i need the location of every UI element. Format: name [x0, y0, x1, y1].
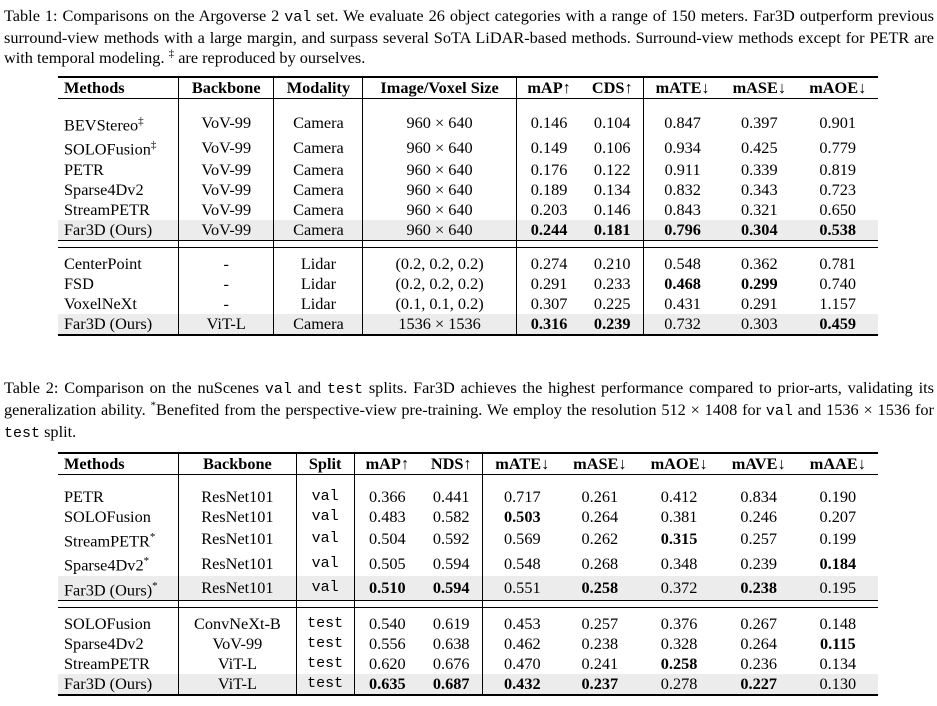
map-cell: 0.620 [369, 654, 406, 674]
table1-caption-label: Table 1: [4, 6, 58, 25]
table1-header-maoe: mAOE↓ [797, 77, 878, 99]
table-row [58, 614, 878, 634]
method-name: Far3D (Ours) [58, 220, 179, 241]
map-cell: 0.146 [530, 113, 568, 133]
method-name: StreamPETR [64, 531, 150, 551]
backbone-cell: ResNet101 [179, 507, 297, 527]
mate-cell: 0.431 [664, 293, 701, 313]
backbone-cell: ViT-L [179, 674, 297, 695]
mave-cell: 0.236 [740, 654, 778, 674]
method-name: StreamPETR [58, 200, 179, 220]
table2-header-nds: NDS↑ [420, 453, 483, 475]
method-name: PETR [58, 160, 179, 180]
table2-header-mase: mASE↓ [561, 453, 638, 475]
cds-cell: 0.239 [581, 314, 643, 335]
map-cell: 0.505 [369, 553, 406, 573]
maoe-cell: 0.278 [638, 674, 719, 695]
size-cell: 960 × 640 [363, 180, 516, 200]
map-cell: 0.203 [530, 199, 568, 219]
nds-cell: 0.619 [420, 614, 483, 634]
table2-header-split: Split [296, 453, 354, 475]
split-cell: val [296, 576, 354, 601]
split-cell: test [296, 634, 354, 654]
method-mark: ‡ [150, 139, 157, 152]
table-row [58, 254, 878, 274]
backbone-cell: VoV-99 [179, 111, 274, 135]
table1-header-methods: Methods [58, 77, 179, 99]
maae-cell: 0.195 [798, 576, 878, 601]
maoe-cell: 0.779 [819, 137, 857, 157]
table-row [58, 527, 878, 551]
mate-cell: 0.796 [644, 220, 722, 241]
mase-cell: 0.261 [581, 487, 619, 506]
mate-cell: 0.548 [503, 553, 541, 573]
modality-cell: Camera [274, 220, 363, 241]
maoe-cell: 0.459 [797, 314, 878, 335]
table2-caption-and: and [297, 378, 322, 397]
modality-cell: Camera [274, 135, 363, 159]
map-cell: 0.307 [530, 293, 568, 313]
mave-cell: 0.246 [740, 507, 778, 526]
table2-caption [4, 378, 934, 444]
method-name: Sparse4Dv2 [58, 634, 179, 654]
table2-header-row [58, 453, 878, 475]
method-name: Far3D (Ours) [58, 314, 179, 335]
table1 [58, 76, 878, 336]
maoe-cell: 0.538 [797, 220, 878, 241]
table-row [58, 111, 878, 135]
mase-cell: 0.264 [581, 507, 619, 526]
map-cell: 0.149 [530, 137, 568, 157]
map-cell: 0.244 [516, 220, 581, 241]
nds-cell: 0.676 [420, 654, 483, 674]
split-cell: test [296, 614, 354, 634]
cds-cell: 0.225 [581, 294, 643, 314]
maae-cell: 0.207 [819, 507, 857, 526]
mase-cell: 0.339 [740, 159, 778, 179]
maoe-cell: 0.650 [819, 199, 857, 219]
map-cell: 0.483 [369, 507, 406, 526]
maoe-cell: 0.372 [638, 576, 719, 601]
maoe-cell: 0.381 [660, 507, 698, 526]
size-cell: (0.2, 0.2, 0.2) [363, 274, 516, 294]
cds-cell: 0.122 [581, 160, 643, 180]
split-cell: val [296, 507, 354, 527]
method-name: Sparse4Dv2 [58, 180, 179, 200]
mase-cell: 0.397 [740, 113, 778, 133]
maoe-cell: 0.819 [819, 159, 857, 179]
cds-cell: 0.106 [581, 135, 643, 159]
mate-cell: 0.569 [503, 529, 541, 549]
mate-cell: 0.551 [483, 576, 561, 601]
size-cell: 960 × 640 [363, 200, 516, 220]
mave-cell: 0.267 [740, 614, 778, 634]
cds-cell: 0.134 [581, 180, 643, 200]
maoe-cell: 0.315 [660, 529, 698, 549]
size-cell: 1536 × 1536 [363, 314, 516, 335]
maoe-cell: 0.348 [660, 553, 698, 573]
maoe-cell: 0.723 [819, 179, 857, 199]
maoe-cell: 0.328 [660, 634, 698, 654]
backbone-cell: ResNet101 [179, 487, 297, 507]
table2-caption-label: Table 2: [4, 378, 59, 397]
method-name: CenterPoint [58, 254, 179, 274]
mase-cell: 0.362 [740, 253, 778, 273]
backbone-cell: ResNet101 [179, 527, 297, 551]
table2 [58, 452, 878, 696]
method-mark: * [152, 579, 158, 592]
cds-cell: 0.181 [581, 220, 643, 241]
mate-cell: 0.468 [664, 273, 701, 293]
backbone-cell: - [179, 254, 274, 274]
split-cell: val [296, 527, 354, 551]
table2-header-maae: mAAE↓ [798, 453, 878, 475]
nds-cell: 0.441 [420, 487, 483, 507]
maoe-cell: 0.740 [819, 273, 857, 293]
table2-caption-code: test [327, 381, 364, 398]
map-cell: 0.291 [530, 273, 568, 293]
maae-cell: 0.130 [798, 674, 878, 695]
table2-header-mate: mATE↓ [483, 453, 561, 475]
backbone-cell: VoV-99 [179, 220, 274, 241]
table-row [58, 180, 878, 200]
table1-header-size: Image/Voxel Size [363, 77, 516, 99]
size-cell: 960 × 640 [363, 135, 516, 159]
table-row [58, 160, 878, 180]
table2-header-maoe: mAOE↓ [638, 453, 719, 475]
mave-cell: 0.264 [740, 634, 778, 654]
table1-header-mate: mATE↓ [644, 77, 722, 99]
backbone-cell: ResNet101 [179, 576, 297, 601]
table1-caption [4, 6, 934, 68]
mate-cell: 0.548 [664, 253, 701, 273]
modality-cell: Camera [274, 180, 363, 200]
cds-cell: 0.233 [581, 274, 643, 294]
nds-cell: 0.594 [420, 551, 483, 575]
table2-caption-code: val [765, 403, 793, 420]
table1-caption-code: val [284, 9, 312, 26]
mate-cell: 0.462 [503, 634, 541, 654]
cds-cell: 0.146 [581, 200, 643, 220]
split-cell: val [296, 487, 354, 507]
table-row-highlight [58, 314, 878, 335]
method-name: FSD [58, 274, 179, 294]
modality-cell: Camera [274, 200, 363, 220]
method-mark: ‡ [138, 115, 144, 127]
size-cell: 960 × 640 [363, 220, 516, 241]
split-cell: test [296, 674, 354, 695]
size-cell: 960 × 640 [363, 111, 516, 135]
table2-caption-star: * [150, 399, 157, 412]
backbone-cell: ViT-L [179, 314, 274, 335]
table2-header-methods: Methods [58, 453, 179, 475]
maae-cell: 0.134 [819, 654, 857, 674]
maoe-cell: 0.781 [819, 253, 857, 273]
mase-cell: 0.304 [721, 220, 797, 241]
maae-cell: 0.199 [819, 529, 857, 549]
table1-header-map: mAP↑ [516, 77, 581, 99]
mase-cell: 0.299 [740, 273, 778, 293]
backbone-cell: VoV-99 [179, 180, 274, 200]
mate-cell: 0.847 [664, 113, 701, 133]
method-name: BEVStereo [64, 115, 139, 135]
table-row [58, 551, 878, 575]
mase-cell: 0.303 [721, 314, 797, 335]
modality-cell: Camera [274, 314, 363, 335]
map-cell: 0.189 [530, 179, 568, 199]
mase-cell: 0.262 [581, 529, 619, 549]
mate-cell: 0.732 [644, 314, 722, 335]
mase-cell: 0.291 [740, 293, 778, 313]
map-cell: 0.176 [530, 159, 568, 179]
mate-cell: 0.843 [664, 199, 701, 219]
nds-cell: 0.638 [420, 634, 483, 654]
table2-header-map: mAP↑ [354, 453, 420, 475]
table1-header-modality: Modality [274, 77, 363, 99]
mave-cell: 0.238 [720, 576, 798, 601]
mate-cell: 0.934 [664, 137, 701, 157]
method-mark: * [149, 531, 156, 543]
backbone-cell: VoV-99 [179, 634, 297, 654]
map-cell: 0.366 [369, 487, 406, 506]
mate-cell: 0.432 [483, 674, 561, 695]
mate-cell: 0.470 [503, 654, 541, 674]
table-row-highlight [58, 674, 878, 695]
nds-cell: 0.687 [420, 674, 483, 695]
maae-cell: 0.148 [819, 614, 857, 634]
table2-caption-code: test [4, 425, 41, 442]
maae-cell: 0.115 [819, 634, 856, 654]
mase-cell: 0.237 [561, 674, 638, 695]
backbone-cell: ViT-L [179, 654, 297, 674]
table-row-highlight [58, 576, 878, 601]
nds-cell: 0.594 [420, 576, 483, 601]
maoe-cell: 0.258 [660, 654, 698, 674]
method-name: SOLOFusion [58, 507, 179, 527]
table-row [58, 654, 878, 674]
mase-cell: 0.321 [740, 199, 778, 219]
table-row [58, 294, 878, 314]
modality-cell: Lidar [274, 254, 363, 274]
table-row [58, 634, 878, 654]
map-cell: 0.556 [369, 634, 406, 654]
table1-header-backbone: Backbone [179, 77, 274, 99]
table2-caption-text: Comparison on the nuScenes [64, 378, 259, 397]
table-row [58, 487, 878, 507]
table-row-highlight [58, 220, 878, 241]
backbone-cell: ConvNeXt-B [179, 614, 297, 634]
mase-cell: 0.241 [581, 654, 619, 674]
table2-caption-text4: and 1536 × 1536 for [797, 400, 934, 419]
mate-cell: 0.911 [664, 159, 701, 179]
table1-caption-text3: are reproduced by ourselves. [178, 48, 366, 67]
backbone-cell: - [179, 294, 274, 314]
mave-cell: 0.239 [740, 553, 778, 573]
backbone-cell: VoV-99 [179, 135, 274, 159]
mate-cell: 0.717 [503, 487, 541, 506]
table1-caption-dagger: ‡ [168, 47, 175, 60]
mave-cell: 0.257 [740, 529, 778, 549]
cds-cell: 0.104 [581, 111, 643, 135]
maoe-cell: 0.412 [660, 487, 698, 506]
mase-cell: 0.268 [581, 553, 619, 573]
mave-cell: 0.227 [720, 674, 798, 695]
map-cell: 0.635 [354, 674, 420, 695]
table1-caption-text: Comparisons on the Argoverse 2 [62, 6, 280, 25]
table-row [58, 507, 878, 527]
table2-header-backbone: Backbone [179, 453, 297, 475]
mase-cell: 0.425 [740, 137, 778, 157]
modality-cell: Lidar [274, 294, 363, 314]
maoe-cell: 0.901 [819, 113, 857, 133]
method-name: SOLOFusion [64, 139, 151, 159]
backbone-cell: VoV-99 [179, 160, 274, 180]
size-cell: (0.2, 0.2, 0.2) [363, 254, 516, 274]
table-row [58, 200, 878, 220]
table2-caption-text3: Benefited from the perspective-view pre-training. We employ the resolution 512 × 1408 for [156, 400, 762, 419]
split-cell: val [296, 551, 354, 575]
cds-cell: 0.210 [581, 254, 643, 274]
mate-cell: 0.503 [503, 507, 541, 526]
backbone-cell: ResNet101 [179, 551, 297, 575]
nds-cell: 0.582 [420, 507, 483, 527]
table1-caption-text2: set. We evaluate 26 object categories with a range of 150 meters. Far3D outperform previous surround-view methods with a large margin, and surpass several SoTA LiDAR-based methods. Surround-view methods except for PETR are with temporal modeling. [4, 6, 934, 67]
mase-cell: 0.343 [740, 179, 778, 199]
maoe-cell: 1.157 [819, 293, 857, 313]
table2-header-mave: mAVE↓ [720, 453, 798, 475]
table1-header-mase: mASE↓ [721, 77, 797, 99]
map-cell: 0.540 [369, 614, 406, 634]
map-cell: 0.510 [354, 576, 420, 601]
method-name: Far3D (Ours) [64, 580, 153, 600]
table2-caption-text5: split. [44, 422, 77, 441]
modality-cell: Camera [274, 160, 363, 180]
method-name: StreamPETR [58, 654, 179, 674]
backbone-cell: VoV-99 [179, 200, 274, 220]
split-cell: test [296, 654, 354, 674]
mase-cell: 0.238 [581, 634, 619, 654]
table1-header-cds: CDS↑ [581, 77, 643, 99]
method-name: VoxelNeXt [58, 294, 179, 314]
map-cell: 0.504 [369, 529, 406, 549]
table2-caption-text2: splits. Far3D achieves the highest performance compared to prior-arts, validating its generalization ability. [4, 378, 934, 419]
modality-cell: Camera [274, 111, 363, 135]
mase-cell: 0.258 [561, 576, 638, 601]
modality-cell: Lidar [274, 274, 363, 294]
table-row [58, 274, 878, 294]
mave-cell: 0.834 [740, 487, 778, 506]
mase-cell: 0.257 [581, 614, 619, 634]
map-cell: 0.274 [530, 253, 568, 273]
maae-cell: 0.190 [819, 487, 857, 506]
table2-caption-code: val [264, 381, 292, 398]
method-mark: * [143, 555, 150, 568]
method-name: Far3D (Ours) [58, 674, 179, 695]
method-name: Sparse4Dv2 [64, 555, 144, 575]
mate-cell: 0.832 [664, 179, 701, 199]
mate-cell: 0.453 [503, 614, 541, 634]
method-name: SOLOFusion [58, 614, 179, 634]
nds-cell: 0.592 [420, 527, 483, 551]
table1-header-row [58, 77, 878, 99]
maoe-cell: 0.376 [660, 614, 698, 634]
size-cell: (0.1, 0.1, 0.2) [363, 294, 516, 314]
table-row [58, 135, 878, 159]
map-cell: 0.316 [516, 314, 581, 335]
size-cell: 960 × 640 [363, 160, 516, 180]
maae-cell: 0.184 [819, 553, 857, 573]
backbone-cell: - [179, 274, 274, 294]
method-name: PETR [58, 487, 179, 507]
